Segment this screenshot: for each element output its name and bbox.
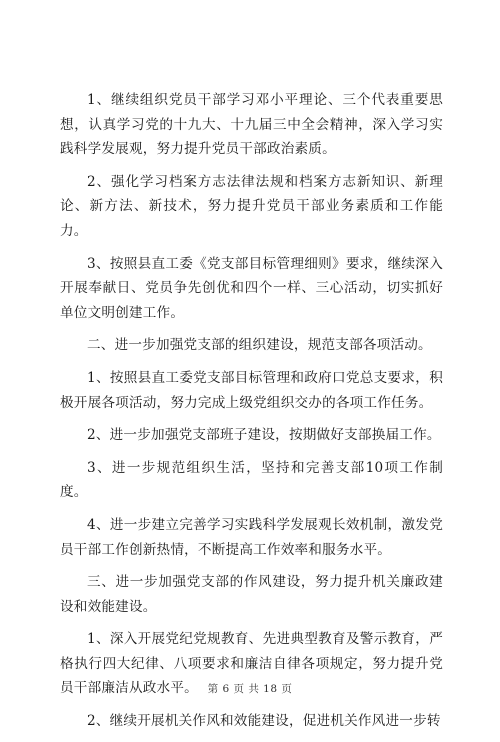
document-body (60, 88, 443, 742)
section-heading: 二、进一步加强党支部的组织建设，规范支部各项活动。 (87, 337, 432, 354)
paragraph: 1、继续组织党员干部学习邓小平理论、三个代表重要思想，认真学习党的十九大、十九届三中全会精神，深入学习实践科学发展观，努力提升党员干部政治素质。 (60, 92, 443, 158)
paragraph: 2、强化学习档案方志法律法规和档案方志新知识、新理论、新方法、新技术，努力提升党员干部业务素质和工作能力。 (60, 173, 443, 239)
paragraph: 3、按照县直工委《党支部目标管理细则》要求，继续深入开展奉献日、党员争先创优和四个一样、三心活动，切实抓好单位文明创建工作。 (60, 255, 443, 321)
paragraph: 1、深入开展党纪党规教育、先进典型教育及警示教育，严格执行四大纪律、八项要求和廉洁自律各项规定，努力提升党员干部廉洁从政水平。 (60, 631, 443, 697)
paragraph: 4、进一步建立完善学习实践科学发展观长效机制，激发党员干部工作创新热情，不断提高工作效率和服务水平。 (60, 516, 443, 558)
paragraph: 1、按照县直工委党支部目标管理和政府口党总支要求，积极开展各项活动，努力完成上级党组织交办的各项工作任务。 (60, 369, 443, 411)
page-number-footer: 第 6 页 共 18 页 (207, 683, 293, 695)
paragraph: 3、进一步规范组织生活，坚持和完善支部10项工作制度。 (60, 459, 443, 501)
paragraph: 2、继续开展机关作风和效能建设，促进机关作风进一步转 (87, 713, 441, 730)
paragraph: 2、进一步加强党支部班子建设，按期做好支部换届工作。 (87, 427, 441, 444)
section-heading: 三、进一步加强党支部的作风建设，努力提升机关廉政建设和效能建设。 (60, 574, 443, 615)
